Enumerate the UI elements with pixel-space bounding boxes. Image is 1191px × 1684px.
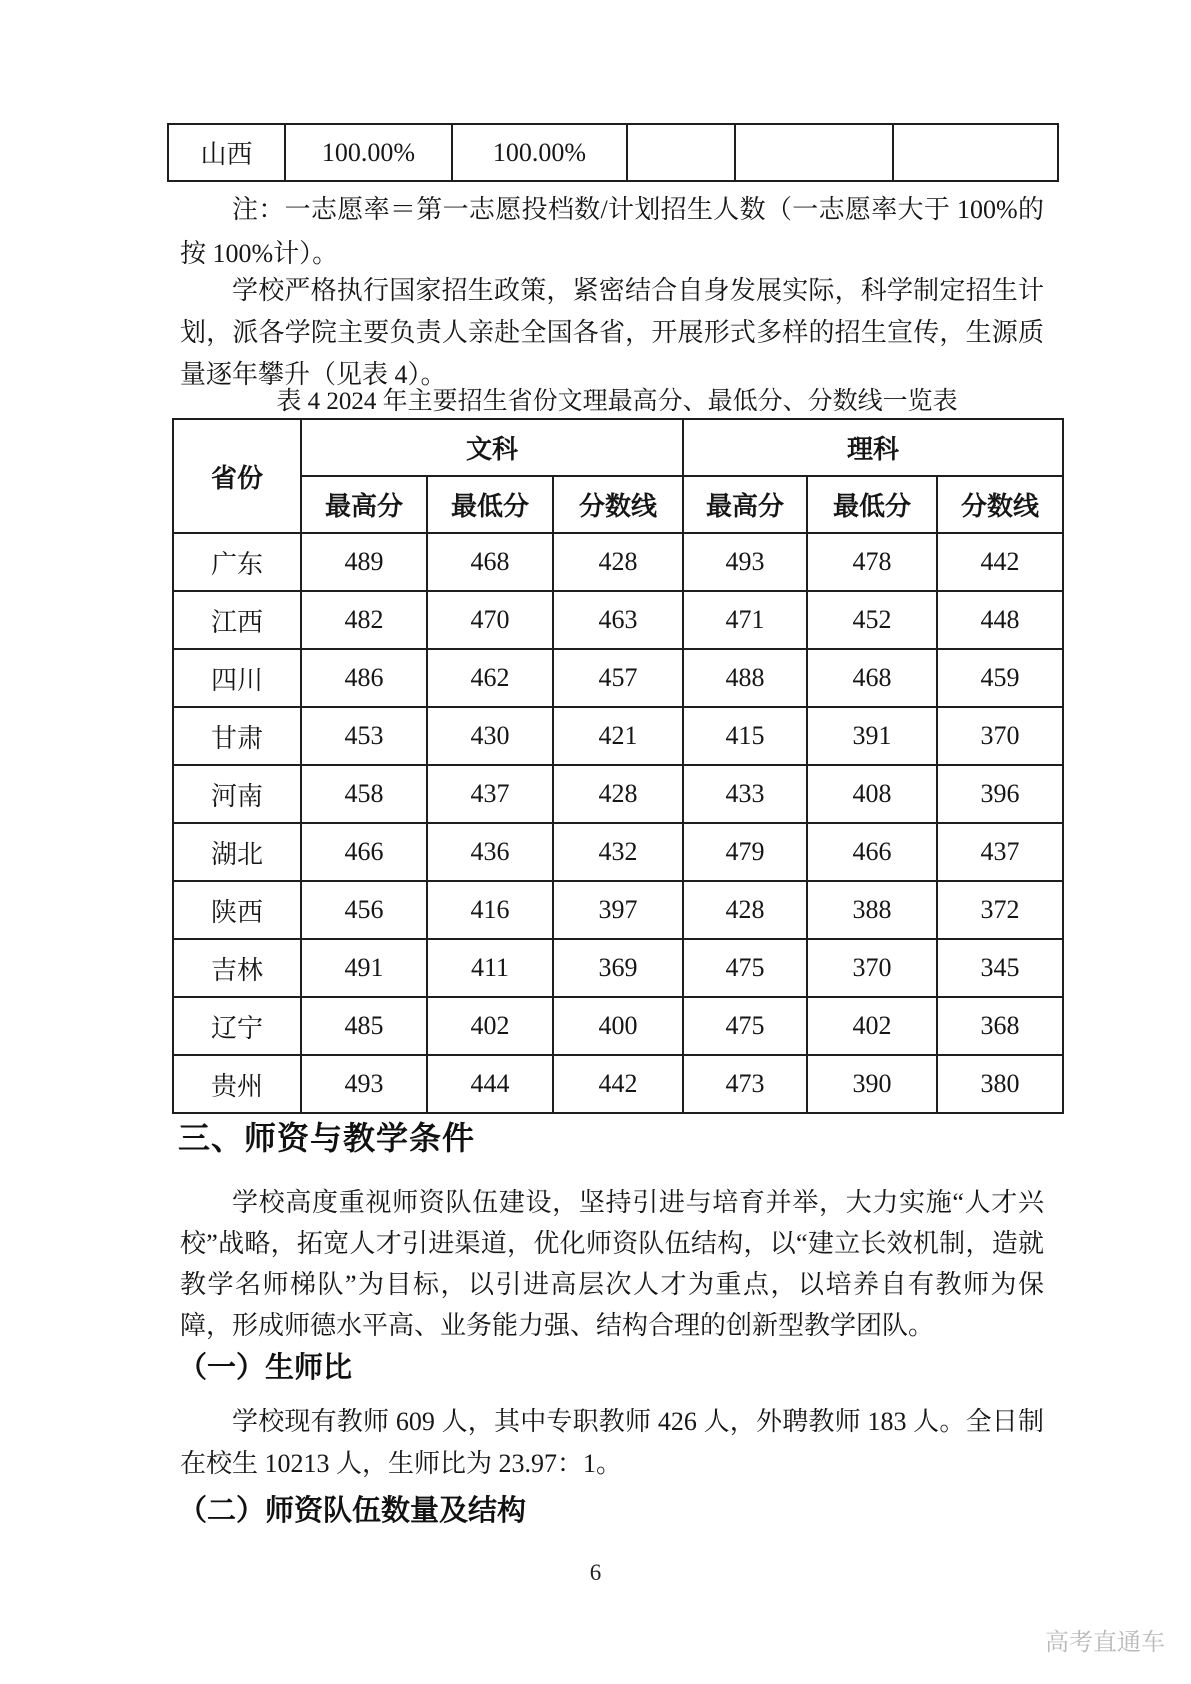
rate-cell: [735, 124, 893, 181]
score-cell: 400: [553, 997, 683, 1055]
score-cell: 368: [937, 997, 1063, 1055]
score-cell: 402: [427, 997, 553, 1055]
score-cell: 457: [553, 649, 683, 707]
table-row: [173, 707, 1063, 765]
score-cell: 345: [937, 939, 1063, 997]
province-cell: 甘肃: [173, 707, 301, 765]
score-cell: 463: [553, 591, 683, 649]
table-row: [173, 765, 1063, 823]
table-row: [173, 881, 1063, 939]
score-cell: 471: [683, 591, 807, 649]
score-cell: 482: [301, 591, 427, 649]
table-row: [173, 649, 1063, 707]
score-cell: 437: [427, 765, 553, 823]
table-row: [173, 1055, 1063, 1113]
watermark: 高考直通车: [1045, 1629, 1165, 1656]
score-cell: 390: [807, 1055, 937, 1113]
score-cell: 459: [937, 649, 1063, 707]
table-row: [173, 533, 1063, 591]
score-cell: 485: [301, 997, 427, 1055]
section-heading-faculty: 三、师资与教学条件: [178, 1120, 476, 1156]
score-cell: 415: [683, 707, 807, 765]
header-max-science: 最高分: [683, 476, 807, 533]
score-cell: 479: [683, 823, 807, 881]
header-science: 理科: [683, 419, 1063, 476]
province-cell: 贵州: [173, 1055, 301, 1113]
enrollment-paragraph: 学校严格执行国家招生政策，紧密结合自身发展实际，科学制定招生计划，派各学院主要负责人亲赴全国各省，开展形式多样的招生宣传，生源质量逐年攀升（见表 4）。: [180, 276, 1044, 389]
score-cell: 396: [937, 765, 1063, 823]
province-cell: 山西: [168, 124, 285, 181]
page-number: 6: [589, 1560, 602, 1585]
score-cell: 411: [427, 939, 553, 997]
table-row: [173, 591, 1063, 649]
score-cell: 466: [807, 823, 937, 881]
header-max-arts: 最高分: [301, 476, 427, 533]
table-row: [173, 997, 1063, 1055]
header-min-arts: 最低分: [427, 476, 553, 533]
score-cell: 453: [301, 707, 427, 765]
header-arts: 文科: [301, 419, 683, 476]
header-cutoff-science: 分数线: [937, 476, 1063, 533]
score-cell: 370: [937, 707, 1063, 765]
province-cell: 吉林: [173, 939, 301, 997]
province-cell: 陕西: [173, 881, 301, 939]
province-cell: 辽宁: [173, 997, 301, 1055]
score-cell: 452: [807, 591, 937, 649]
score-cell: 473: [683, 1055, 807, 1113]
score-cell: 421: [553, 707, 683, 765]
score-cell: 380: [937, 1055, 1063, 1113]
header-cutoff-arts: 分数线: [553, 476, 683, 533]
score-table: [172, 418, 1064, 1114]
province-cell: 江西: [173, 591, 301, 649]
score-cell: 493: [301, 1055, 427, 1113]
score-cell: 458: [301, 765, 427, 823]
score-cell: 489: [301, 533, 427, 591]
score-cell: 493: [683, 533, 807, 591]
province-cell: 四川: [173, 649, 301, 707]
rate-cell: [627, 124, 735, 181]
subsection-heading-structure: （二）师资队伍数量及结构: [178, 1495, 527, 1527]
score-cell: 442: [553, 1055, 683, 1113]
rate-cell: 100.00%: [452, 124, 627, 181]
score-cell: 466: [301, 823, 427, 881]
subsection-heading-ratio: （一）生师比: [178, 1352, 353, 1384]
score-cell: 372: [937, 881, 1063, 939]
score-cell: 470: [427, 591, 553, 649]
score-cell: 448: [937, 591, 1063, 649]
score-cell: 433: [683, 765, 807, 823]
score-cell: 397: [553, 881, 683, 939]
score-cell: 428: [553, 533, 683, 591]
score-cell: 478: [807, 533, 937, 591]
score-cell: 475: [683, 997, 807, 1055]
table4-caption: 表 4 2024 年主要招生省份文理最高分、最低分、分数线一览表: [276, 388, 958, 415]
score-cell: 437: [937, 823, 1063, 881]
score-cell: 462: [427, 649, 553, 707]
score-cell: 475: [683, 939, 807, 997]
score-cell: 456: [301, 881, 427, 939]
table-row: [173, 823, 1063, 881]
table4-header-row-1: [173, 419, 1063, 476]
ratio-paragraph: 学校现有教师 609 人，其中专职教师 426 人，外聘教师 183 人。全日制在校生 10213 人，生师比为 23.97：1。: [180, 1407, 1044, 1478]
score-cell: 408: [807, 765, 937, 823]
table4-header-row-2: [173, 476, 1063, 533]
score-cell: 444: [427, 1055, 553, 1113]
score-cell: 391: [807, 707, 937, 765]
score-cell: 442: [937, 533, 1063, 591]
score-cell: 491: [301, 939, 427, 997]
province-cell: 广东: [173, 533, 301, 591]
header-province: 省份: [173, 419, 301, 533]
province-cell: 河南: [173, 765, 301, 823]
score-cell: 369: [553, 939, 683, 997]
score-cell: 468: [427, 533, 553, 591]
score-cell: 486: [301, 649, 427, 707]
score-cell: 428: [683, 881, 807, 939]
note-paragraph: 注：一志愿率＝第一志愿投档数/计划招生人数（一志愿率大于 100%的按 100%计）。: [180, 195, 1044, 268]
score-cell: 432: [553, 823, 683, 881]
score-cell: 488: [683, 649, 807, 707]
score-cell: 436: [427, 823, 553, 881]
top-table: [167, 123, 1059, 182]
score-cell: 370: [807, 939, 937, 997]
score-cell: 402: [807, 997, 937, 1055]
table4-body: [173, 533, 1063, 1113]
score-cell: 468: [807, 649, 937, 707]
rate-cell: 100.00%: [285, 124, 452, 181]
score-cell: 430: [427, 707, 553, 765]
table-row: [173, 939, 1063, 997]
province-cell: 湖北: [173, 823, 301, 881]
score-cell: 416: [427, 881, 553, 939]
top-table-row: [168, 124, 1058, 181]
faculty-paragraph: 学校高度重视师资队伍建设，坚持引进与培育并举，大力实施“人才兴校”战略，拓宽人才引进渠道，优化师资队伍结构，以“建立长效机制，造就教学名师梯队”为目标，以引进高层次人才为重点，以培养自有教师为保障，形成师德水平高、业务能力强、结构合理的创新型教学团队。: [180, 1188, 1044, 1340]
score-cell: 388: [807, 881, 937, 939]
header-min-science: 最低分: [807, 476, 937, 533]
score-cell: 428: [553, 765, 683, 823]
rate-cell: [893, 124, 1058, 181]
